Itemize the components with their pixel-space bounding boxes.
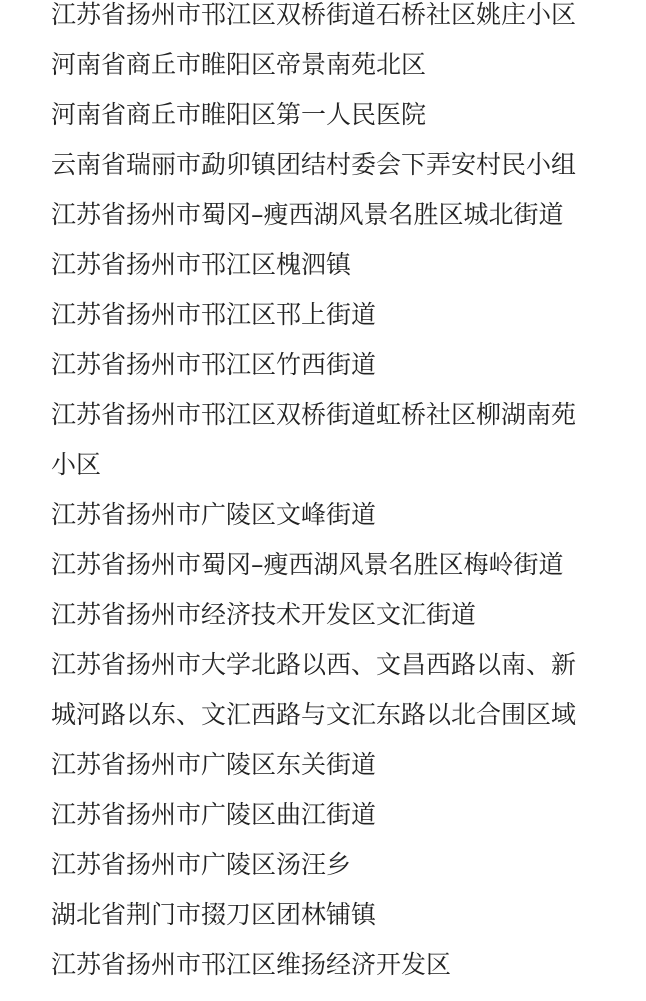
- address-line: 湖北省荆门市掇刀区团林铺镇: [51, 900, 377, 929]
- address-list: [51, 0, 611, 1000]
- address-line: 河南省商丘市睢阳区帝景南苑北区: [51, 50, 427, 79]
- address-line: 江苏省扬州市经济技术开发区文汇街道: [51, 600, 477, 629]
- address-line: 江苏省扬州市蜀冈–瘦西湖风景名胜区梅岭街道: [51, 550, 564, 579]
- address-line: 江苏省扬州市广陵区曲江街道: [51, 800, 377, 829]
- address-line: 江苏省扬州市邗江区双桥街道石桥社区姚庄小区: [51, 0, 577, 29]
- address-line: 江苏省扬州市广陵区文峰街道: [51, 500, 377, 529]
- address-line: 江苏省扬州市邗江区槐泗镇: [51, 250, 352, 279]
- address-line: 城河路以东、文汇西路与文汇东路以北合围区域: [51, 700, 577, 729]
- address-line: 江苏省扬州市蜀冈–瘦西湖风景名胜区城北街道: [51, 200, 564, 229]
- address-line: 江苏省扬州市大学北路以西、文昌西路以南、新: [51, 650, 577, 679]
- address-line: 江苏省扬州市广陵区东关街道: [51, 750, 377, 779]
- address-line: 江苏省扬州市邗江区竹西街道: [51, 350, 377, 379]
- address-line: 江苏省扬州市邗江区维扬经济开发区: [51, 950, 452, 979]
- address-line: 河南省商丘市睢阳区第一人民医院: [51, 100, 427, 129]
- address-line: 江苏省扬州市邗江区邗上街道: [51, 300, 377, 329]
- address-line: 江苏省扬州市邗江区双桥街道虹桥社区柳湖南苑: [51, 400, 577, 429]
- address-line: 江苏省扬州市广陵区汤汪乡: [51, 850, 352, 879]
- address-line: 云南省瑞丽市勐卯镇团结村委会下弄安村民小组: [51, 150, 577, 179]
- address-line: 小区: [51, 450, 102, 479]
